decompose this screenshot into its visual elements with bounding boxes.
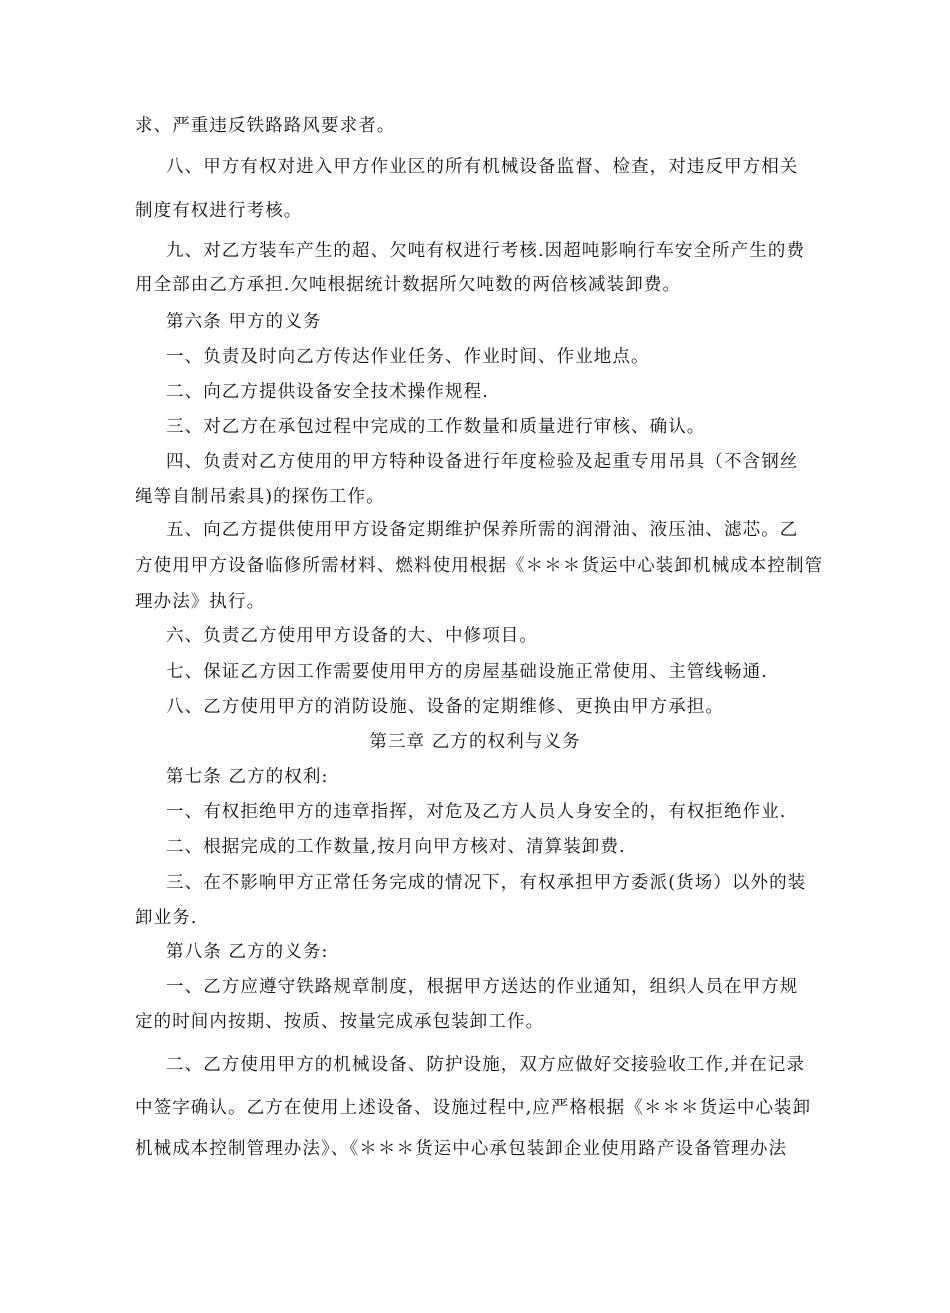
text-line: 中签字确认。乙方在使用上述设备、设施过程中,应严格根据《＊＊＊货运中心装卸 xyxy=(135,1098,812,1118)
text-line: 九、对乙方装车产生的超、欠吨有权进行考核.因超吨影响行车安全所产生的费 xyxy=(166,241,806,261)
text-line: 三、对乙方在承包过程中完成的工作数量和质量进行审核、确认。 xyxy=(166,417,706,437)
text-line: 二、向乙方提供设备安全技术操作规程. xyxy=(166,382,489,402)
text-line: 三、在不影响甲方正常任务完成的情况下，有权承担甲方委派(货场）以外的装 xyxy=(166,873,807,893)
text-line: 一、有权拒绝甲方的违章指挥，对危及乙方人员人身安全的，有权拒绝作业. xyxy=(166,802,787,822)
section-heading: 第六条 甲方的义务 xyxy=(166,312,322,332)
text-line: 卸业务. xyxy=(135,908,198,928)
text-line: 五、向乙方提供使用甲方设备定期维护保养所需的润滑油、液压油、滤芯。乙 xyxy=(166,520,799,540)
text-line: 六、负责乙方使用甲方设备的大、中修项目。 xyxy=(166,626,538,646)
text-line: 制度有权进行考核。 xyxy=(135,201,303,221)
chapter-heading: 第三章 乙方的权利与义务 xyxy=(369,732,581,752)
text-line: 一、乙方应遵守铁路规章制度，根据甲方送达的作业通知，组织人员在甲方规 xyxy=(166,977,799,997)
text-line: 理办法》执行。 xyxy=(135,592,266,612)
text-line: 求、严重违反铁路路风要求者。 xyxy=(135,116,396,136)
text-line: 一、负责及时向乙方传达作业任务、作业时间、作业地点。 xyxy=(166,347,650,367)
text-line: 四、负责对乙方使用的甲方特种设备进行年度检验及起重专用吊具（不含钢丝 xyxy=(166,452,799,472)
text-line: 用全部由乙方承担.欠吨根据统计数据所欠吨数的两倍核减装卸费。 xyxy=(135,275,682,295)
text-line: 定的时间内按期、按质、按量完成承包装卸工作。 xyxy=(135,1012,545,1032)
text-line: 二、根据完成的工作数量,按月向甲方核对、清算装卸费. xyxy=(166,837,626,857)
text-line: 二、乙方使用甲方的机械设备、防护设施，双方应做好交接验收工作,并在记录 xyxy=(166,1055,806,1075)
text-line: 八、甲方有权对进入甲方作业区的所有机械设备监督、检查，对违反甲方相关 xyxy=(166,157,799,177)
text-line: 方使用甲方设备临修所需材料、燃料使用根据《＊＊＊货运中心装卸机械成本控制管 xyxy=(135,556,824,576)
text-line: 八、乙方使用甲方的消防设施、设备的定期维修、更换由甲方承担。 xyxy=(166,697,724,717)
text-line: 七、保证乙方因工作需要使用甲方的房屋基础设施正常使用、主管线畅通. xyxy=(166,662,768,682)
section-heading: 第七条 乙方的权利: xyxy=(166,767,329,787)
section-heading: 第八条 乙方的义务: xyxy=(166,942,329,962)
text-line: 绳等自制吊索具)的探伤工作。 xyxy=(135,487,385,507)
text-line: 机械成本控制管理办法》、《＊＊＊货运中心承包装卸企业使用路产设备管理办法 xyxy=(135,1139,788,1159)
